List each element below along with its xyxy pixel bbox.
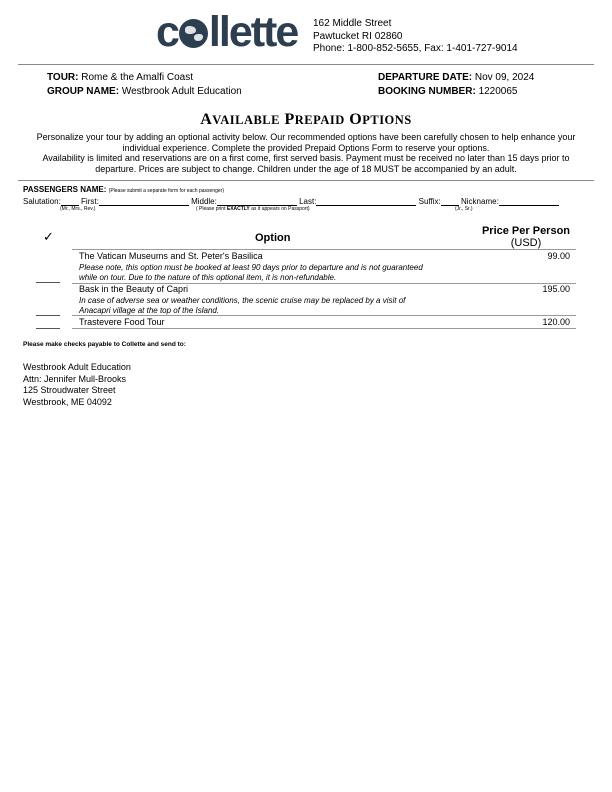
address-line-2: Pawtucket RI 02860: [313, 30, 403, 42]
address-line-1: 162 Middle Street: [313, 18, 392, 29]
tour-value: Rome & the Amalfi Coast: [81, 72, 193, 83]
price-trastevere: 120.00: [542, 317, 570, 327]
passport-hint: ( Please print EXACTLY as it appears on Passport): [196, 206, 310, 212]
intro-text: Personalize your tour by adding an optional activity below. Our recommended options have been carefully chosen to help enhance your individual experience. Complete the provided Prepaid Options Form to reserve your options. Availability is limited and reservations are on a first come, first served basis. Payment must be received no later than 15 days prior to departure. Prices are subject to change. Children under the age of 18 MUST be accompanied by an adult.: [36, 132, 576, 174]
passenger-name-fields: Salutation: First: Middle: Last: Suffix: Nickname:: [23, 196, 559, 206]
checkbox-vatican[interactable]: [36, 282, 60, 283]
option-note-vatican: Please note, this option must be booked at least 90 days prior to departure and is not guaranteed while on tour. Due to the nature of this optional item, it is non-refundable.: [79, 263, 423, 282]
salutation-field[interactable]: [61, 196, 79, 206]
last-name-field[interactable]: [316, 196, 416, 206]
company-address: [313, 18, 518, 56]
passengers-heading: PASSENGERS NAME: (Please submit a separate form for each passenger): [23, 185, 224, 194]
price-vatican: 99.00: [547, 251, 570, 261]
departure-date-field: DEPARTURE DATE: Nov 09, 2024: [378, 72, 535, 83]
price-capri: 195.00: [542, 284, 570, 294]
send-to-address: [23, 362, 131, 408]
table-row-line: [72, 328, 576, 329]
price-column-header: Price Per Person (USD): [481, 225, 571, 249]
checkbox-trastevere[interactable]: [36, 328, 60, 329]
check-column-header: ✓: [43, 229, 54, 244]
nickname-field[interactable]: [499, 196, 559, 206]
booking-number-value: 1220065: [478, 86, 518, 97]
option-title-capri: Bask in the Beauty of Capri: [79, 284, 189, 294]
checkbox-capri[interactable]: [36, 315, 60, 316]
departure-date-value: Nov 09, 2024: [474, 72, 535, 83]
option-note-capri: In case of adverse sea or weather conditions, the scenic cruise may be replaced by a visit of Anacapri village at the top of the Island.: [79, 296, 406, 315]
checks-payable-note: Please make checks payable to Collette and send to:: [23, 341, 186, 348]
group-name-value: Westbrook Adult Education: [121, 86, 242, 97]
page-title: AVAILABLE PREPAID OPTIONS: [200, 111, 412, 128]
salutation-hint: (Mr., Mrs., Rev.): [60, 206, 96, 212]
suffix-field[interactable]: [441, 196, 459, 206]
option-title-vatican: The Vatican Museums and St. Peter's Basilica: [79, 251, 263, 261]
send-to-city: Westbrook, ME 04092: [23, 396, 112, 407]
send-to-name: Westbrook Adult Education: [23, 362, 131, 372]
phone-line: Phone: 1-800-852-5655, Fax: 1-401-727-9014: [313, 43, 518, 54]
first-name-field[interactable]: [99, 196, 189, 206]
option-column-header: Option: [255, 232, 291, 244]
send-to-street: 125 Stroudwater Street: [23, 385, 116, 395]
collette-logo: [156, 10, 297, 54]
header-divider: [18, 64, 594, 65]
booking-number-field: BOOKING NUMBER: 1220065: [378, 86, 518, 97]
table-header-line: [72, 249, 576, 250]
logo-text: c llette: [156, 8, 298, 56]
intro-divider: [18, 180, 594, 181]
suffix-hint: (Jr., Sr.): [455, 206, 473, 212]
tour-field: TOUR: Rome & the Amalfi Coast: [47, 72, 193, 83]
middle-name-field[interactable]: [217, 196, 297, 206]
group-name-field: GROUP NAME: Westbrook Adult Education: [47, 86, 242, 97]
globe-icon: [179, 19, 208, 48]
table-row-line: [72, 315, 576, 316]
send-to-attn: Attn: Jennifer Mull-Brooks: [23, 373, 127, 384]
option-title-trastevere: Trastevere Food Tour: [79, 317, 165, 327]
